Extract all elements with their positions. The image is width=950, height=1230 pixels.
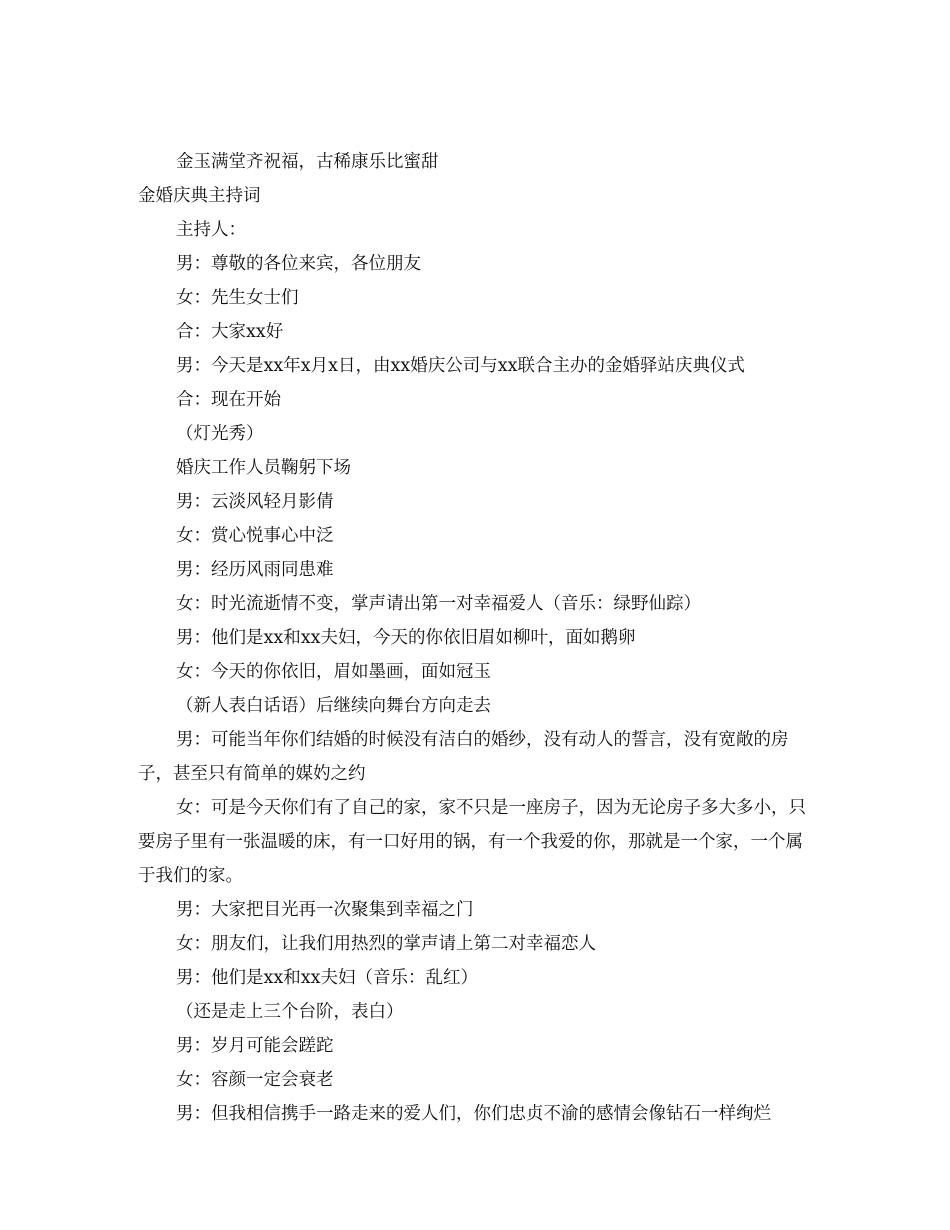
- paragraph-7: 男：今天是xx年x月x日，由xx婚庆公司与xx联合主办的金婚驿站庆典仪式: [176, 356, 745, 376]
- paragraph-12: 女：赏心悦事心中泛: [176, 526, 334, 546]
- paragraph-15: 男：他们是xx和xx夫妇，今天的你依旧眉如柳叶，面如鹅卵: [176, 628, 636, 648]
- paragraph-22: 男：他们是xx和xx夫妇（音乐：乱红）: [176, 968, 478, 988]
- paragraph-14: 女：时光流逝情不变，掌声请出第一对幸福爱人（音乐：绿野仙踪）: [176, 594, 701, 614]
- paragraph-23: （还是走上三个台阶，表白）: [176, 1002, 404, 1022]
- paragraph-19: 女：可是今天你们有了自己的家，家不只是一座房子，因为无论房子多大多小，只要房子里有一张温暖的床，有一口好用的锅，有一个我爱的你，那就是一个家，一个属于我们的家。: [138, 798, 806, 886]
- paragraph-10: 婚庆工作人员鞠躬下场: [176, 458, 351, 478]
- paragraph-1: 金玉满堂齐祝福，古稀康乐比蜜甜: [176, 152, 439, 172]
- paragraph-24: 男：岁月可能会蹉跎: [176, 1036, 334, 1056]
- paragraph-26: 男：但我相信携手一路走来的爱人们，你们忠贞不渝的感情会像钻石一样绚烂: [176, 1104, 771, 1124]
- paragraph-18: 男：可能当年你们结婚的时候没有洁白的婚纱，没有动人的誓言，没有宽敞的房子，甚至只有简单的媒妁之约: [138, 730, 789, 784]
- paragraph-5: 女：先生女士们: [176, 288, 299, 308]
- paragraph-21: 女：朋友们，让我们用热烈的掌声请上第二对幸福恋人: [176, 934, 596, 954]
- paragraph-13: 男：经历风雨同患难: [176, 560, 334, 580]
- paragraph-6: 合：大家xx好: [176, 322, 284, 342]
- document-body: [138, 145, 818, 1131]
- document-title: 金婚庆典主持词: [138, 186, 261, 206]
- paragraph-17: （新人表白话语）后继续向舞台方向走去: [176, 696, 491, 716]
- paragraph-3: 主持人：: [176, 220, 246, 240]
- paragraph-4: 男：尊敬的各位来宾，各位朋友: [176, 254, 421, 274]
- paragraph-9: （灯光秀）: [176, 424, 264, 444]
- paragraph-25: 女：容颜一定会衰老: [176, 1070, 334, 1090]
- paragraph-20: 男：大家把目光再一次聚集到幸福之门: [176, 900, 474, 920]
- paragraph-8: 合：现在开始: [176, 390, 281, 410]
- paragraph-11: 男：云淡风轻月影倩: [176, 492, 334, 512]
- paragraph-16: 女：今天的你依旧，眉如墨画，面如冠玉: [176, 662, 491, 682]
